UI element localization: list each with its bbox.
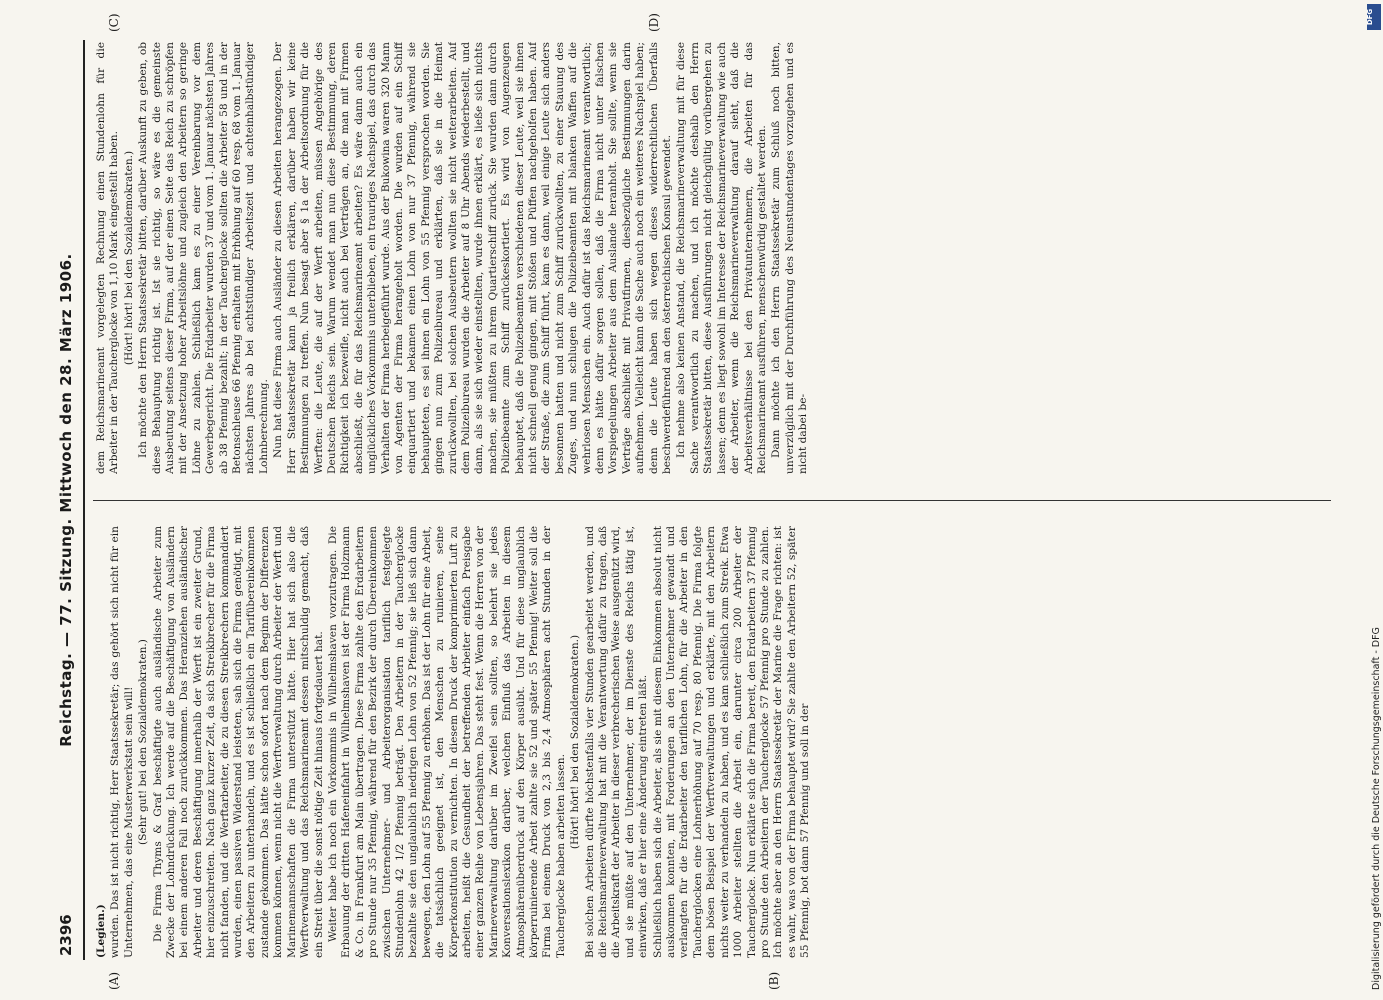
- left-paragraph: Bei solchen Arbeiten dürfte höchstenfalls vier Stunden gearbeitet werden, und die Reichsmarineverwaltung hat mit die Verantwortung dafür zu tragen, daß die Arbeitskraft der Arbeiter in dieser verbrecherischen Weise ausgenützt wird, und sie müßte auf den Unternehmer, der im Dienste des Reichs tätig ist, einwirken, daß er hier eine Änderung eintreten läßt.: [583, 526, 649, 958]
- right-paragraph: (Hört! hört! bei den Sozialdemokraten.): [122, 150, 135, 366]
- right-paragraph: Dann möchte ich den Herrn Staatssekretär zum Schluß noch bitten, unverzüglich mit der Durchführung des Neunstundentages vorzugehen und es nicht dabei be-: [769, 42, 809, 474]
- left-paragraph: Schließlich haben sich die Arbeiter, als sie mit diesem Einkommen absolut nicht auskommen konnten, mit Forderungen an den Unternehmer gewandt und verlangten für die Erdarbeiter den tariflichen Lohn, für die Arbeiter in den Taucherglocken eine Lohnerhöhung auf 70 resp. 80 Pfennig. Die Firma folgte dem bösen Beispiel der Werftverwaltungen und erklärte, mit den Arbeitern nichts weiter zu verhandeln zu haben, und es kam schließlich zum Streik. Etwa 1000 Arbeiter stellten die Arbeit ein, darunter circa 200 Arbeiter der Taucherglocke. Nun erklärte sich die Firma bereit, den Erdarbeitern 37 Pfennig pro Stunde den Arbeitern der Taucherglocke 57 Pfennig pro Stunde zu zahlen. Ich möchte aber an den Herrn Staatssekretär der Marine die Frage richten: ist es wahr, was von der Firma behauptet wird? Sie zahlte den Arbeitern 52, später 55 Pfennig, bot dann 57 Pfennig und soll in der: [651, 526, 811, 958]
- left-paragraph: wurden. Das ist nicht richtig, Herr Staatssekretär; das gehört sich nicht für ein Unternehmen, das eine Musterwerkstatt sein will!: [108, 526, 135, 958]
- column-divider: [93, 500, 1331, 501]
- margin-marker-d: (D): [646, 13, 661, 32]
- margin-marker-a: (A): [106, 971, 121, 990]
- header-rule: [83, 40, 85, 960]
- scanned-page: 2396 Reichstag. — 77. Sitzung. Mittwoch den 28. März 1906. (Legien.) wurden. Das ist nicht richtig, Herr Staatssekretär; das gehört sich nicht für ein Unternehmen, das eine Musterwerkstatt sein will! (Sehr gut! bei den Sozialdemokraten.) Die Firma Thyms & Graf beschäftigte auch ausländische Arbeiter zum Zwecke der Lohndrückung. Ich werde auf die Beschäftigung von Ausländern bei einem anderen Fall noch zurückkommen. Das Heranziehen ausländischer Arbeiter und deren Beschäftigung innerhalb der Werft ist ein zweiter Grund, hier einzuschreiten. Nach ganz kurzer Zeit, da sich Streikbrecher für die Firma nicht fanden, und die Werftarbeiter, die zu diesen Streikbrechern kommandiert wurden, einen passiven Widerstand leisteten, sah sich die Firma genötigt, mit den Arbeitern zu unterhandeln, und es ist schließlich ein Tarifübereinkommen zustande gekommen. Das hätte schon sofort nach dem Beginn der Differenzen kommen können, wenn nicht die Werftverwaltung durch Arbeiter der Werft und Marinemannschaften die Firma unterstützt hätte. Hier hat sich also die Werftverwaltung und das Reichsmarineamt dessen mitschuldig gemacht, daß ein Streit über die sonst nötige Zeit hinaus fortgedauert hat. Weiter habe ich noch ein Vorkommnis in Wilhelmshaven vorzutragen. Die Erbauung der dritten Hafeneinfahrt in Wilhelmshaven ist der Firma Holzmann & Co. in Frankfurt am Main übertragen. Diese Firma zahlte den Erdarbeitern pro Stunde nur 35 Pfennig, während für den Bezirk der durch Übereinkommen zwischen Unternehmer- und Arbeiterorganisation tariflich festgelegte Stundenlohn 42 1/2 Pfennig beträgt. Den Arbeitern in der Taucherglocke bezahlte sie den unglaublich niedrigen Lohn von 52 Pfennig; sie ließ sich dann bewegen, den Lohn auf 55 Pfennig zu erhöhen. Das ist der Lohn für eine Arbeit, die tatsächlich geeignet ist, den Menschen zu ruinieren, seine Körperkonstitution zu vernichten. In diesem Druck der komprimierten Luft zu arbeiten, heißt die Gesundheit der betreffenden Arbeiter einfach Preisgabe einer ganzen Reihe von Lebensjahren. Das steht fest. Wenn die Herren von der Marineverwaltung darüber im Zweifel sein sollten, so belehrt sie jedes Konversationslexikon darüber, welchen Einfluß das Arbeiten in diesem Atmosphärenüberdruck auf den Körper ausübt. Und für diese unglaublich körperruinierende Arbeit zahlte sie 52 und später 55 Pfennig! Weiter soll die Firma bei einem Druck von 2,3 bis 2,4 Atmosphären acht Stunden in der Taucherglocke haben arbeiten lassen. (Hört! hört! bei den Sozialdemokraten.) Bei solchen Arbeiten dürfte höchstenfalls vier Stunden gearbeitet werden, und die Reichsmarineverwaltung hat mit die Verantwortung dafür zu tragen, daß die Arbeitskraft der Arbeiter in dieser verbrecherischen Weise ausgenützt wird, und sie müßte auf den Unternehmer, der im Dienste des Reichs tätig ist, einwirken, daß er hier eine Änderung eintreten läßt. Schließlich haben sich die Arbeiter, als sie mit diesem Einkommen absolut nicht auskommen konnten, mit Forderungen an den Unternehmer gewandt und verlangten für die Erdarbeiter den tariflichen Lohn, für die Arbeiter in den Taucherglocken eine Lohnerhöhung auf 70 resp. 80 Pfennig. Die Firma folgte dem bösen Beispiel der Werftverwaltungen und erklärte, mit den Arbeitern nichts weiter zu verhandeln zu haben, und es kam schließlich zum Streik. Etwa 1000 Arbeiter stellten die Arbeit ein, darunter circa 200 Arbeiter der Taucherglocke. Nun erklärte sich die Firma bereit, den Erdarbeitern 37 Pfennig pro Stunde den Arbeitern der Taucherglocke 57 Pfennig pro Stunde zu zahlen. Ich möchte aber an den Herrn Staatssekretär der Marine die Frage richten: ist es wahr, was von der Firma behauptet wird? Sie zahlte den Arbeitern 52, später 55 Pfennig, bot dann 57 Pfennig und soll in der dem Reichsmarineamt vorgelegten Rechnung einen Stundenlohn für die Arbeiter in der Taucherglocke von 1,10 Mark eingestellt haben. (Hört! hört! bei den Sozialdemokraten.) Ich möchte den Herrn Staatssekretär bitten, darüber Auskunft zu geben, ob diese Behauptung richtig ist. Ist sie richtig, so wäre es die gemeinste Ausbeutung seitens dieser Firma, auf der einen Seite das Reich zu schröpfen mit der Ansetzung hoher Arbeitslöhne und zugleich den Arbeitern so geringe Löhne zu zahlen. Schließlich kam es zu einer Vereinbarung vor dem Gewerbegericht. Die Erdarbeiter wurden 37 und vom 1. Januar nächsten Jahres ab 38 Pfennig bezahlt; in der Taucherglocke sollten die Arbeiter 58 und in der Betonschleuse 66 Pfennig erhalten mit Erhöhung auf 60 resp. 68 vom 1. Januar nächsten Jahres ab bei achtstündiger Arbeitszeit und achteinhalbstündiger Lohnberechnung. Nun hat diese Firma auch Ausländer zu diesen Arbeiten herangezogen. Der Herr Staatssekretär kann ja freilich erklären, darüber haben wir keine Bestimmungen zu treffen. Nun besagt aber § 1a der Arbeitsordnung für die Werften: die Leute, die auf der Werft arbeiten, müssen Angehörige des Deutschen Reichs sein. Warum wendet man nun diese Bestimmung, deren Richtigkeit ich bezweifle, nicht auch bei Verträgen an, die man mit Firmen abschließt, die für das Reichsmarineamt arbeiten? Es wäre dann auch ein unglückliches Vorkommnis unterblieben, ein trauriges Nachspiel, das durch das Verhalten der Firma herbeigeführt wurde. Aus der Bukowina waren 320 Mann von Agenten der Firma herangeholt worden. Die wurden auf ein Schiff einquartiert und bekamen einen Lohn von nur 37 Pfennig, während sie behaupteten, es sei ihnen ein Lohn von 55 Pfennig versprochen worden. Sie gingen nun zum Polizeibureau und erklärten, daß sie in die Heimat zurückwollten, bei solchen Ausbeutern wollten sie nicht weiterarbeiten. Auf dem Polizeibureau wurden die Arbeiter auf 8 Uhr Abends wiederbestellt, und dann, als sie sich wieder einstellten, wurde ihnen erklärt, es ließe sich nichts machen, sie müßten zu ihrem Quartierschiff zurück. Sie wurden dann durch Polizeibeamte zum Schiff zurückeskortiert. Es wird von Augenzeugen behauptet, daß die Polizeibeamten verschiedenen dieser Leute, weil sie ihnen nicht schnell genug gingen, mit Stößen und Püffen nachgeholfen haben. Auf der Straße, die zum Schiff führt, kam es dann, weil einige Leute sich anders besonnen hatten und nicht zum Schiff zurückwollten, zu einer Stauung des Zuges, und nun schlugen die Polizeibeamten mit blanken Waffen auf die wehrlosen Menschen ein. Auch dafür ist das Reichsmarineamt verantwortlich; denn es hätte dafür sorgen sollen, daß die Firma nicht unter falschen Vorspiegelungen Arbeiter aus dem Auslande heranholt. Sie sollte, wenn sie Verträge abschließt mit Privatfirmen, diesbezügliche Bestimmungen darin aufnehmen. Vielleicht kann die Sache auch noch ein weiteres Nachspiel haben; denn die Leute haben sich wegen dieses widerrechtlichen Überfalls beschwerdeführend an den österreichischen Konsul gewendet. Ich nehme also keinen Anstand, die Reichsmarineverwaltung mit für diese Sache verantwortlich zu machen, und ich möchte deshalb den Herrn Staatssekretär bitten, diese Ausführungen nicht gleichgültig vorübergehen zu lassen; denn es liegt sowohl im Interesse der Reichsmarineverwaltung wie auch der Arbeiter, wenn die Reichsmarineverwaltung darauf sieht, daß die Arbeitsverhältnisse bei den Privatunternehmern, die Arbeiten für das Reichsmarineamt ausführen, menschenwürdig gestaltet werden. Dann möchte ich den Herrn Staatssekretär zum Schluß noch bitten, unverzüglich mit der Durchführung des Neunstundentages vorzugehen und es nicht dabei be- (A) (B) (C) (D) DFG Digitalisierung gefördert durch die Deutsche Forschungsgemeinschaft - DFG: [0, 0, 1383, 1000]
- left-paragraph: Die Firma Thyms & Graf beschäftigte auch ausländische Arbeiter zum Zwecke der Lohndrückung. Ich werde auf die Beschäftigung von Ausländern bei einem anderen Fall noch zurückkommen. Das Heranziehen ausländischer Arbeiter und deren Beschäftigung innerhalb der Werft ist ein zweiter Grund, hier einzuschreiten. Nach ganz kurzer Zeit, da sich Streikbrecher für die Firma nicht fanden, und die Werftarbeiter, die zu diesen Streikbrechern kommandiert wurden, einen passiven Widerstand leisteten, sah sich die Firma genötigt, mit den Arbeitern zu unterhandeln, und es ist schließlich ein Tarifübereinkommen zustande gekommen. Das hätte schon sofort nach dem Beginn der Differenzen kommen können, wenn nicht die Werftverwaltung durch Arbeiter der Werft und Marinemannschaften die Firma unterstützt hätte. Hier hat sich also die Werftverwaltung und das Reichsmarineamt dessen mitschuldig gemacht, daß ein Streit über die sonst nötige Zeit hinaus fortgedauert hat.: [151, 526, 324, 958]
- right-paragraph: dem Reichsmarineamt vorgelegten Rechnung einen Stundenlohn für die Arbeiter in der Taucherglocke von 1,10 Mark eingestellt haben.: [94, 42, 120, 474]
- rotated-page-content: [47, 13, 1337, 990]
- left-paragraph: (Legien.): [94, 904, 107, 958]
- left-paragraph: (Sehr gut! bei den Sozialdemokraten.): [136, 639, 149, 845]
- right-paragraph: Ich möchte den Herrn Staatssekretär bitten, darüber Auskunft zu geben, ob diese Behauptung richtig ist. Ist sie richtig, so wäre es die gemeinste Ausbeutung seitens dieser Firma, auf der einen Seite das Reich zu schröpfen mit der Ansetzung hoher Arbeitslöhne und zugleich den Arbeitern so geringe Löhne zu zahlen. Schließlich kam es zu einer Vereinbarung vor dem Gewerbegericht. Die Erdarbeiter wurden 37 und vom 1. Januar nächsten Jahres ab 38 Pfennig bezahlt; in der Taucherglocke sollten die Arbeiter 58 und in der Betonschleuse 66 Pfennig erhalten mit Erhöhung auf 60 resp. 68 vom 1. Januar nächsten Jahres ab bei achtstündiger Arbeitszeit und achteinhalbstündiger Lohnberechnung.: [136, 42, 270, 474]
- page-number: 2396: [56, 914, 75, 956]
- dfg-logo: DFG: [1367, 4, 1381, 30]
- right-paragraph: Nun hat diese Firma auch Ausländer zu diesen Arbeiten herangezogen. Der Herr Staatssekretär kann ja freilich erklären, darüber haben wir keine Bestimmungen zu treffen. Nun besagt aber § 1a der Arbeitsordnung für die Werften: die Leute, die auf der Werft arbeiten, müssen Angehörige des Deutschen Reichs sein. Warum wendet man nun diese Bestimmung, deren Richtigkeit ich bezweifle, nicht auch bei Verträgen an, die man mit Firmen abschließt, die für das Reichsmarineamt arbeiten? Es wäre dann auch ein unglückliches Vorkommnis unterblieben, ein trauriges Nachspiel, das durch das Verhalten der Firma herbeigeführt wurde. Aus der Bukowina waren 320 Mann von Agenten der Firma herangeholt worden. Die wurden auf ein Schiff einquartiert und bekamen einen Lohn von nur 37 Pfennig, während sie behaupteten, es sei ihnen ein Lohn von 55 Pfennig versprochen worden. Sie gingen nun zum Polizeibureau und erklärten, daß sie in die Heimat zurückwollten, bei solchen Ausbeutern wollten sie nicht weiterarbeiten. Auf dem Polizeibureau wurden die Arbeiter auf 8 Uhr Abends wiederbestellt, und dann, als sie sich wieder einstellten, wurde ihnen erklärt, es ließe sich nichts machen, sie müßten zu ihrem Quartierschiff zurück. Sie wurden dann durch Polizeibeamte zum Schiff zurückeskortiert. Es wird von Augenzeugen behauptet, daß die Polizeibeamten verschiedenen dieser Leute, weil sie ihnen nicht schnell genug gingen, mit Stößen und Püffen nachgeholfen haben. Auf der Straße, die zum Schiff führt, kam es dann, weil einige Leute sich anders besonnen hatten und nicht zum Schiff zurückwollten, zu einer Stauung des Zuges, und nun schlugen die Polizeibeamten mit blanken Waffen auf die wehrlosen Menschen ein. Auch dafür ist das Reichsmarineamt verantwortlich; denn es hätte dafür sorgen sollen, daß die Firma nicht unter falschen Vorspiegelungen Arbeiter aus dem Auslande heranholt. Sie sollte, wenn sie Verträge abschließt mit Privatfirmen, diesbezügliche Bestimmungen darin aufnehmen. Vielleicht kann die Sache auch noch ein weiteres Nachspiel haben; denn die Leute haben sich wegen dieses widerrechtlichen Überfalls beschwerdeführend an den österreichischen Konsul gewendet.: [271, 42, 673, 474]
- right-column: [95, 42, 1330, 474]
- margin-marker-c: (C): [106, 13, 121, 32]
- page-header: [47, 40, 85, 960]
- margin-marker-b: (B): [766, 971, 781, 990]
- page-title: Reichstag. — 77. Sitzung. Mittwoch den 28. März 1906.: [56, 253, 75, 747]
- right-paragraph: Ich nehme also keinen Anstand, die Reichsmarineverwaltung mit für diese Sache verantwortlich zu machen, und ich möchte deshalb den Herrn Staatssekretär bitten, diese Ausführungen nicht gleichgültig vorübergehen zu lassen; denn es liegt sowohl im Interesse der Reichsmarineverwaltung wie auch der Arbeiter, wenn die Reichsmarineverwaltung darauf sieht, daß die Arbeitsverhältnisse bei den Privatunternehmern, die Arbeiten für das Reichsmarineamt ausführen, menschenwürdig gestaltet werden.: [674, 42, 768, 474]
- left-paragraph: (Hört! hört! bei den Sozialdemokraten.): [568, 634, 581, 850]
- left-paragraph: Weiter habe ich noch ein Vorkommnis in Wilhelmshaven vorzutragen. Die Erbauung der dritten Hafeneinfahrt in Wilhelmshaven ist der Firma Holzmann & Co. in Frankfurt am Main übertragen. Diese Firma zahlte den Erdarbeitern pro Stunde nur 35 Pfennig, während für den Bezirk der durch Übereinkommen zwischen Unternehmer- und Arbeiterorganisation tariflich festgelegte Stundenlohn 42 1/2 Pfennig beträgt. Den Arbeitern in der Taucherglocke bezahlte sie den unglaublich niedrigen Lohn von 52 Pfennig; sie ließ sich dann bewegen, den Lohn auf 55 Pfennig zu erhöhen. Das ist der Lohn für eine Arbeit, die tatsächlich geeignet ist, den Menschen zu ruinieren, seine Körperkonstitution zu vernichten. In diesem Druck der komprimierten Luft zu arbeiten, heißt die Gesundheit der betreffenden Arbeiter einfach Preisgabe einer ganzen Reihe von Lebensjahren. Das steht fest. Wenn die Herren von der Marineverwaltung darüber im Zweifel sein sollten, so belehrt sie jedes Konversationslexikon darüber, welchen Einfluß das Arbeiten in diesem Atmosphärenüberdruck auf den Körper ausübt. Und für diese unglaublich körperruinierende Arbeit zahlte sie 52 und später 55 Pfennig! Weiter soll die Firma bei einem Druck von 2,3 bis 2,4 Atmosphären acht Stunden in der Taucherglocke haben arbeiten lassen.: [326, 526, 567, 958]
- left-column: [95, 526, 1330, 958]
